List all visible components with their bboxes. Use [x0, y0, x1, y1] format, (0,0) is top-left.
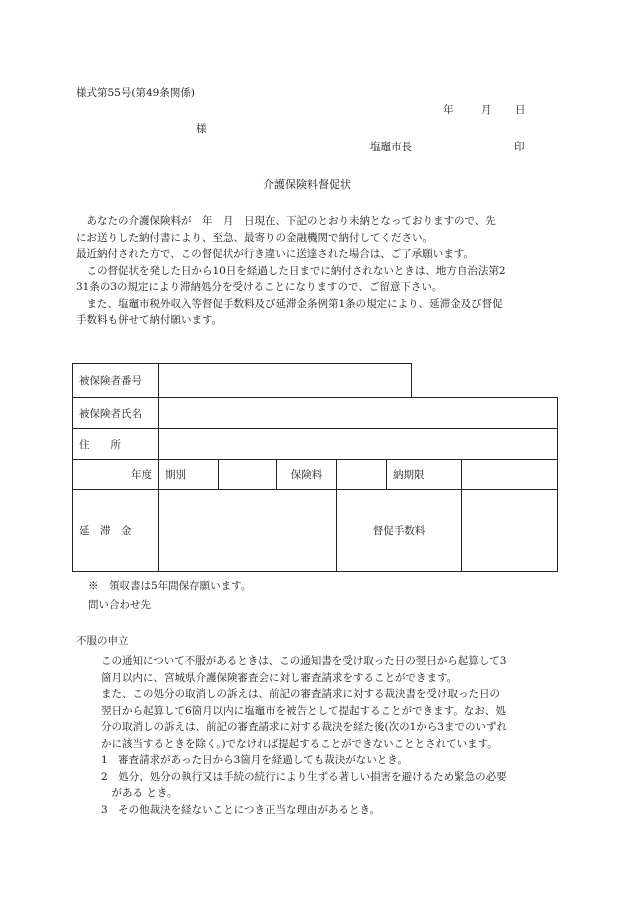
due-date-value [462, 460, 558, 490]
body-line: この督促状を発した日から10日を経過した日までに納付されないときは、地方自治法第2 [76, 264, 506, 277]
body-line: 31条の3の規定により滞納処分を受けることになりますので、ご留意下さい。 [76, 281, 443, 293]
body-line: にお送りした納付書により、至急、最寄りの金融機関で納付してください。 [76, 231, 433, 244]
address-label: 住 所 [73, 429, 159, 460]
objection-line: がある とき。 [101, 787, 178, 799]
addressee-suffix: 様 [196, 123, 207, 135]
late-fee-value [159, 490, 337, 572]
insured-number-label: 被保険者番号 [73, 364, 159, 398]
issuer-seal: 印 [514, 141, 525, 153]
body-line: 手数料も併せて納付願います。 [76, 314, 223, 326]
objection-line: 箇月以内に、宮城県介護保険審査会に対し審査請求をすることができます。 [101, 671, 458, 684]
period-value [219, 460, 277, 490]
body-text [76, 213, 556, 329]
insured-number-value [159, 364, 412, 398]
body-line: 最近納付された方で、この督促状が行き違いに送達された場合は、ご了承願います。 [76, 248, 474, 260]
period-label: 期別 [159, 460, 219, 490]
date-month: 月 [481, 104, 492, 116]
objection-heading: 不服の申立 [76, 635, 129, 647]
objection-text [101, 653, 561, 818]
inquiry-label: 問い合わせ先 [88, 599, 151, 611]
address-value [159, 429, 558, 460]
objection-line: 2 処分、処分の執行又は手続の続行により生ずる著しい損害を避けるため緊急の必要 [101, 770, 507, 783]
doc-title: 介護保険料督促状 [263, 178, 351, 191]
form-number: 様式第55号(第49条関係) [76, 87, 195, 99]
date-year: 年 [443, 104, 454, 116]
objection-line: 分の取消しの訴えは、前記の審査請求に対する裁決を経た後(次の1から3までのいずれ [101, 721, 507, 733]
fiscal-year-label: 年度 [73, 460, 159, 490]
body-line: あなたの介護保険料が 年 月 日現在、下記のとおり未納となっておりますので、先 [76, 215, 496, 227]
objection-line: この通知について不服があるときは、この通知書を受け取った日の翌日から起算して3 [101, 655, 507, 667]
reminder-fee-label: 督促手数料 [337, 490, 462, 572]
premium-label: 保険料 [277, 460, 337, 490]
due-date-label: 納期限 [387, 460, 462, 490]
premium-table [72, 363, 558, 572]
objection-line: 3 その他裁決を経ないことにつき正当な理由があるとき。 [101, 803, 381, 816]
insured-name-value [159, 398, 558, 429]
objection-line: かに該当するときを除く。)でなければ提起することができないこととされています。 [101, 737, 498, 750]
objection-line: また、この処分の取消しの訴えは、前記の審査請求に対する裁決書を受け取った日の [101, 688, 500, 700]
receipt-note: ※ 領収書は5年間保存願います。 [88, 580, 252, 592]
issuer-title: 塩竈市長 [370, 141, 412, 153]
objection-line: 翌日から起算して6箇月以内に塩竈市を被告として提起することができます。なお、処 [101, 704, 506, 717]
body-line: また、塩竈市税外収入等督促手数料及び延滞金条例第1条の規定により、延滞金及び督促 [76, 297, 503, 310]
objection-line: 1 審査請求があった日から3箇月を経過しても裁決がないとき。 [101, 754, 408, 766]
date-day: 日 [515, 104, 526, 116]
reminder-fee-value [462, 490, 558, 572]
insured-name-label: 被保険者氏名 [73, 398, 159, 429]
premium-value [337, 460, 387, 490]
late-fee-label: 延 滞 金 [73, 490, 159, 572]
